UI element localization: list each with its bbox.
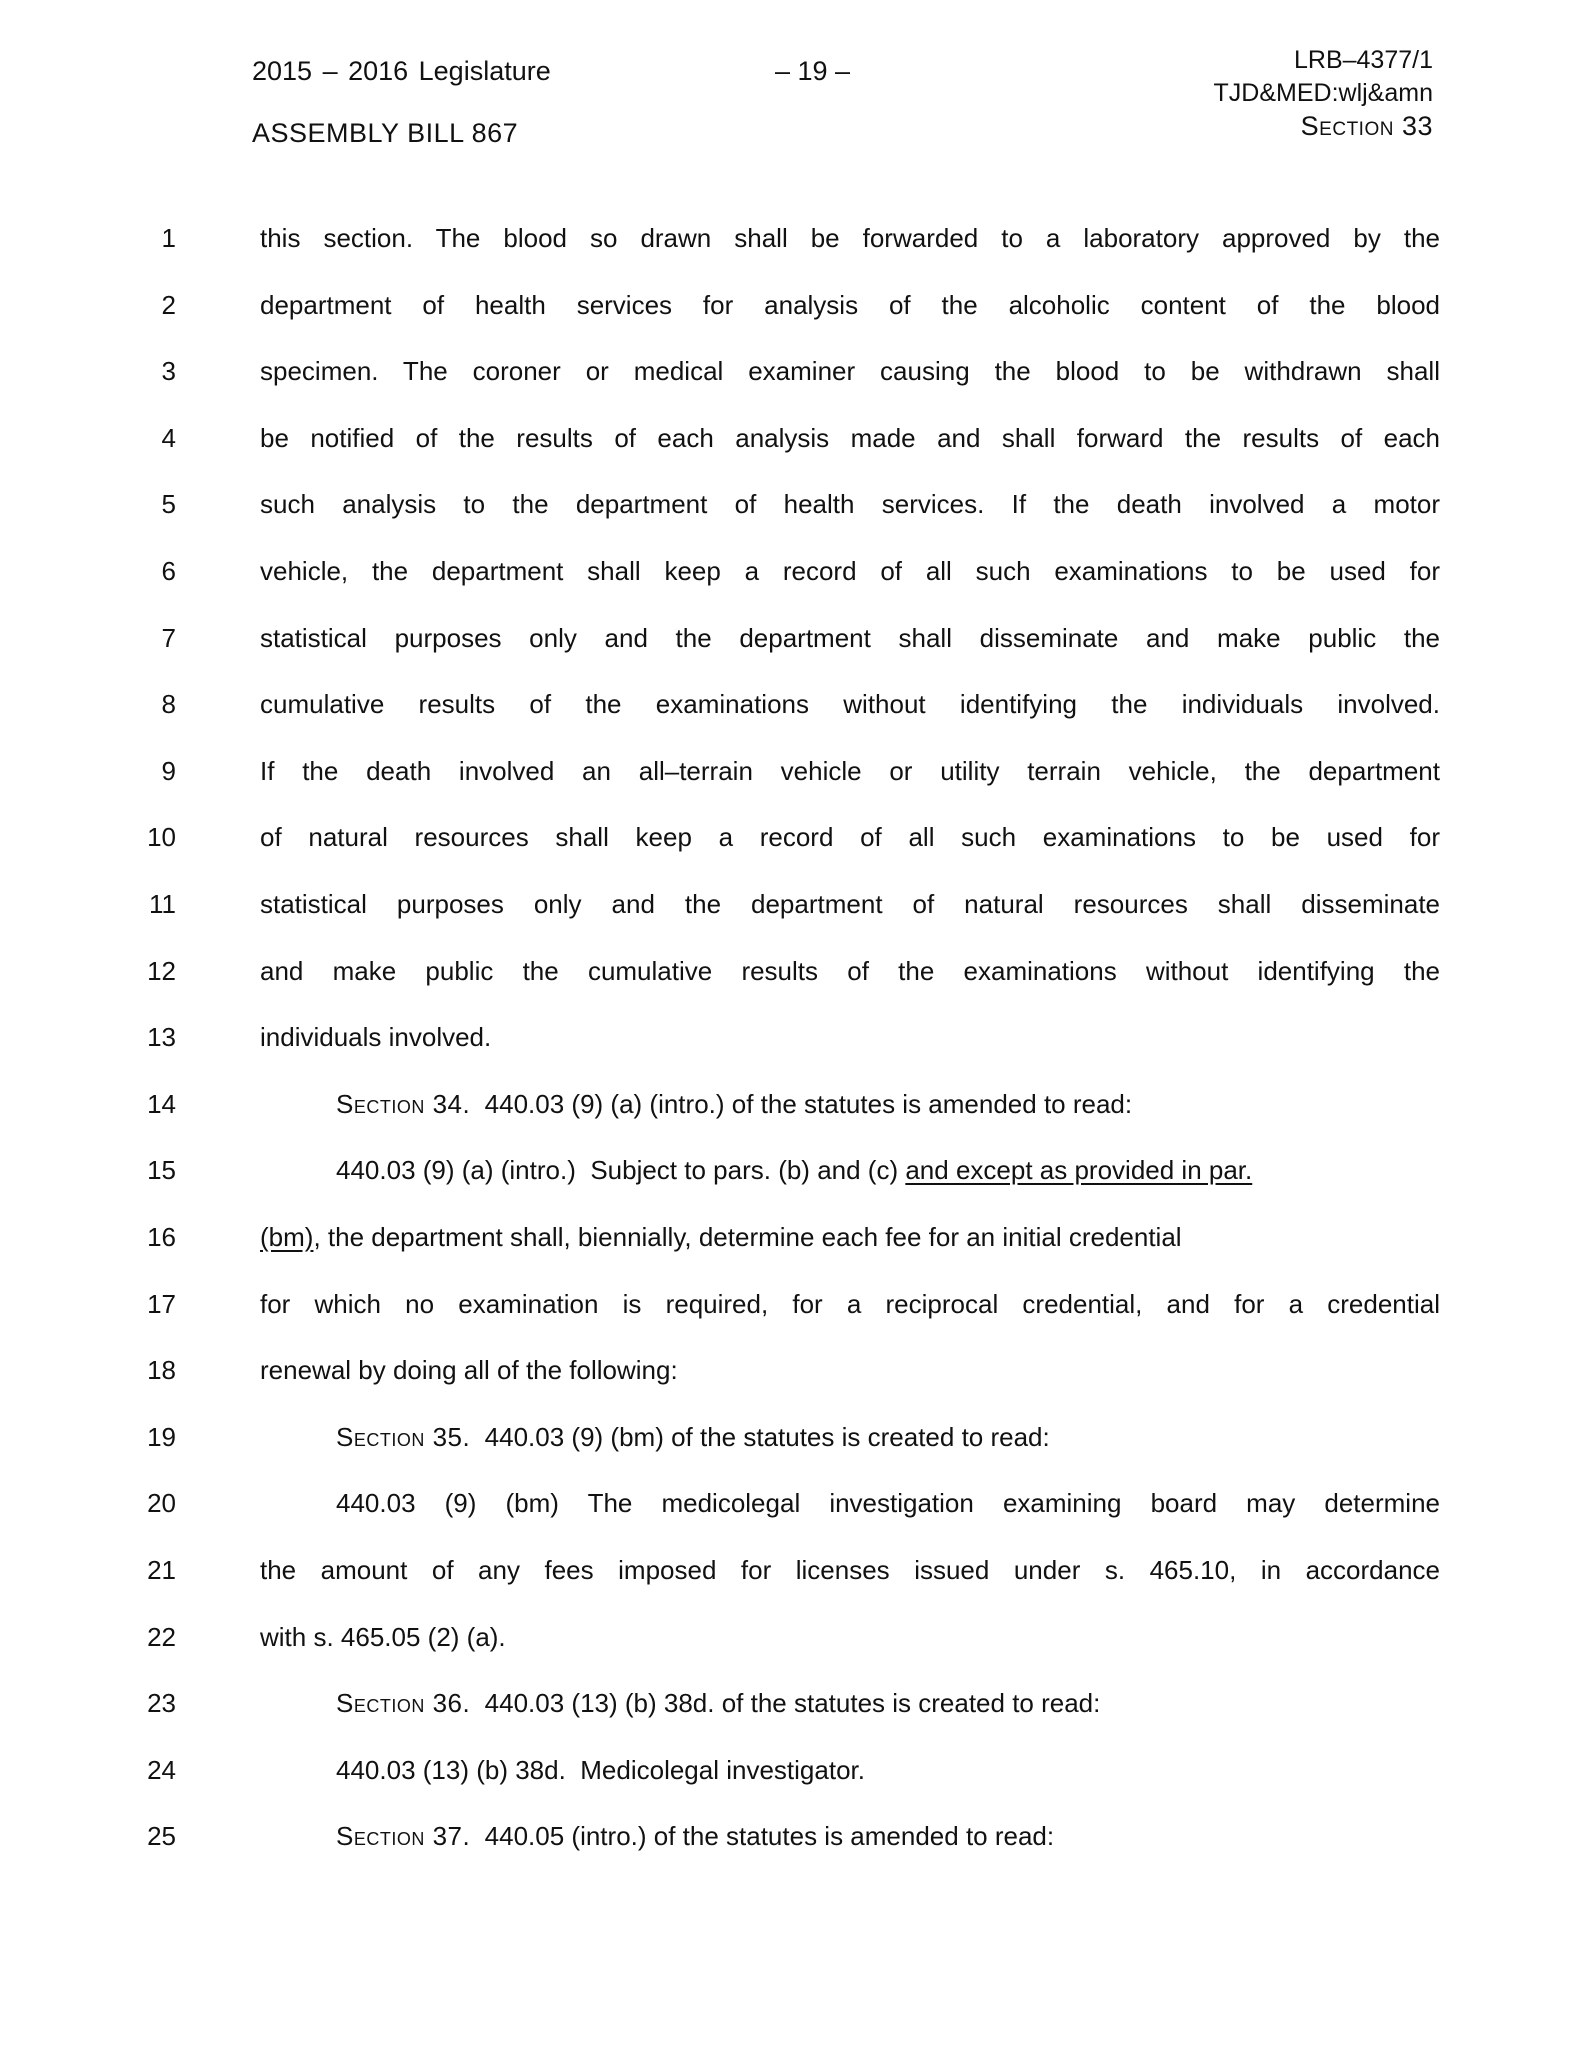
section-label: Section 35. xyxy=(336,1421,471,1452)
line xyxy=(0,1017,1583,1057)
line-number: 7 xyxy=(161,622,176,653)
section-heading-line xyxy=(0,1683,1583,1723)
line-number: 15 xyxy=(147,1155,176,1186)
line xyxy=(0,1483,1583,1523)
line xyxy=(0,1150,1583,1190)
line xyxy=(0,285,1583,325)
line-number: 2 xyxy=(161,289,176,320)
line xyxy=(0,817,1583,857)
line-text: If the death involved an all–terrain vehicle or utility terrain vehicle, the department xyxy=(260,755,1440,786)
drafter-codes: TJD&MED:wlj&amn xyxy=(1213,79,1433,107)
line xyxy=(0,418,1583,458)
line-text: for which no examination is required, for a reciprocal credential, and for a credential xyxy=(260,1288,1440,1319)
line xyxy=(0,751,1583,791)
line-text xyxy=(336,1150,1440,1190)
line xyxy=(0,484,1583,524)
line-text xyxy=(336,1084,1440,1124)
line xyxy=(0,1284,1583,1324)
section-heading-line xyxy=(0,1084,1583,1124)
legislature-session: 2015 – 2016 Legislature xyxy=(252,56,551,86)
line-text: with s. 465.05 (2) (a). xyxy=(260,1621,506,1652)
line-text: such analysis to the department of health services. If the death involved a motor xyxy=(260,489,1440,520)
line-number: 8 xyxy=(161,689,176,720)
line xyxy=(0,551,1583,591)
section-label: Section 34. xyxy=(336,1088,471,1119)
section-heading-text: 440.03 (13) (b) 38d. of the statutes is created to read: xyxy=(470,1688,1101,1719)
line xyxy=(0,1217,1583,1257)
line-text: 440.03 (9) (bm) The medicolegal investigation examining board may determine xyxy=(336,1488,1440,1519)
line xyxy=(0,1750,1583,1790)
line-number: 4 xyxy=(161,422,176,453)
line-number: 23 xyxy=(147,1688,176,1719)
line-number: 12 xyxy=(147,955,176,986)
line xyxy=(0,1350,1583,1390)
document-reference xyxy=(1214,44,1433,143)
section-heading-line xyxy=(0,1417,1583,1457)
line xyxy=(0,351,1583,391)
line-text: 440.03 (13) (b) 38d. Medicolegal investigator. xyxy=(336,1754,865,1785)
line-number: 14 xyxy=(147,1088,176,1119)
line-text: cumulative results of the examinations without identifying the individuals involved. xyxy=(260,689,1440,720)
line-text xyxy=(260,1217,1440,1257)
page-number: – 19 – xyxy=(774,56,851,86)
line xyxy=(0,884,1583,924)
line-number: 6 xyxy=(161,556,176,586)
line-number: 17 xyxy=(147,1288,176,1319)
section-label: Section 36. xyxy=(336,1688,471,1719)
line xyxy=(0,218,1583,258)
section-heading-line xyxy=(0,1816,1583,1856)
line-text xyxy=(336,1683,1440,1723)
line-text: renewal by doing all of the following: xyxy=(260,1355,678,1386)
line-text xyxy=(336,1816,1440,1856)
line-number: 25 xyxy=(147,1821,176,1852)
line-number: 16 xyxy=(147,1222,176,1252)
section-heading-text: 440.03 (9) (a) (intro.) of the statutes is amended to read: xyxy=(470,1088,1133,1119)
line-number: 19 xyxy=(147,1421,176,1452)
bill-title: ASSEMBLY BILL 867 xyxy=(252,118,519,148)
line-number: 21 xyxy=(147,1555,176,1585)
section-heading-text: 440.05 (intro.) of the statutes is amended to read: xyxy=(470,1821,1055,1852)
line-text: the amount of any fees imposed for licenses issued under s. 465.10, in accordance xyxy=(260,1555,1440,1585)
line-number: 11 xyxy=(149,889,176,919)
line-text: and make public the cumulative results of the examinations without identifying the xyxy=(260,955,1440,986)
line-number: 5 xyxy=(161,489,176,520)
line-text: this section. The blood so drawn shall be forwarded to a laboratory approved by the xyxy=(260,223,1440,253)
line xyxy=(0,684,1583,724)
lrb-number: LRB–4377/1 xyxy=(1293,46,1433,74)
line-text: specimen. The coroner or medical examiner causing the blood to be withdrawn shall xyxy=(260,356,1440,387)
line xyxy=(0,618,1583,658)
line xyxy=(0,1550,1583,1590)
line-text: individuals involved. xyxy=(260,1022,492,1053)
line-text: department of health services for analysis of the alcoholic content of the blood xyxy=(260,289,1440,320)
line-number: 1 xyxy=(161,223,176,253)
line-number: 22 xyxy=(147,1621,176,1652)
section-label: Section 37. xyxy=(336,1821,471,1852)
line xyxy=(0,951,1583,991)
line-number: 13 xyxy=(147,1022,176,1053)
current-section: Section 33 xyxy=(1300,111,1433,141)
line xyxy=(0,1617,1583,1657)
line-number: 24 xyxy=(147,1754,176,1785)
inserted-text: (bm) xyxy=(260,1222,314,1252)
line-number: 18 xyxy=(147,1355,176,1386)
line-number: 3 xyxy=(161,356,176,387)
inserted-text: and except as provided in par. xyxy=(905,1155,1253,1186)
statute-text: 440.03 (9) (a) (intro.) Subject to pars. (b) and (c) xyxy=(336,1155,906,1186)
line-text: statistical purposes only and the department of natural resources shall disseminate xyxy=(260,889,1440,919)
line-text: vehicle, the department shall keep a record of all such examinations to be used for xyxy=(260,556,1440,586)
line-text: be notified of the results of each analysis made and shall forward the results of each xyxy=(260,422,1440,453)
line-text: statistical purposes only and the department shall disseminate and make public the xyxy=(260,622,1440,653)
line-text: of natural resources shall keep a record of all such examinations to be used for xyxy=(260,822,1440,853)
line-number: 10 xyxy=(147,822,176,853)
section-heading-text: 440.03 (9) (bm) of the statutes is created to read: xyxy=(470,1421,1050,1452)
line-number: 20 xyxy=(147,1488,176,1519)
line-number: 9 xyxy=(161,755,176,786)
line-text xyxy=(336,1417,1440,1457)
statute-text: , the department shall, biennially, determine each fee for an initial credential xyxy=(313,1222,1182,1252)
